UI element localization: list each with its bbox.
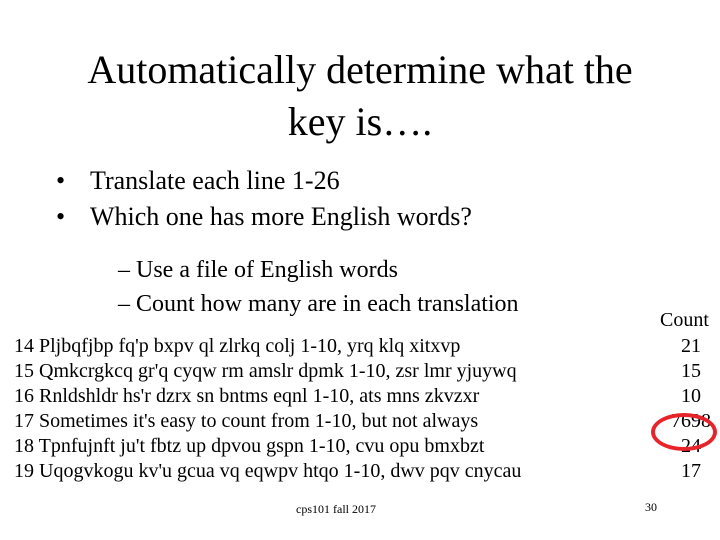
title-line-2: key is…. (287, 99, 433, 144)
count-header: Count (660, 309, 709, 331)
slide-title (0, 44, 720, 148)
count-value: 15 (681, 360, 701, 382)
translation-list (14, 334, 521, 484)
bullet-text: Translate each line 1-26 (90, 166, 340, 195)
count-column (662, 308, 720, 484)
count-value: 21 (681, 335, 701, 357)
page-number: 30 (645, 500, 657, 514)
count-value: 17 (681, 460, 701, 482)
bullet-item (56, 163, 472, 199)
count-value: 7698 (671, 410, 711, 432)
sub-bullet-list (118, 253, 519, 321)
count-value: 10 (681, 385, 701, 407)
bullet-marker: • (56, 166, 66, 195)
sub-bullet-item: – Count how many are in each translation (118, 291, 519, 317)
sub-bullet-item: – Use a file of English words (118, 257, 398, 283)
count-value: 24 (681, 435, 701, 457)
bullet-marker: • (56, 202, 66, 231)
translation-row: 14 Pljbqfjbp fq'p bxpv ql zlrkq colj 1-10, yrq klq xitxvp (14, 335, 461, 357)
highlight-circle (651, 413, 717, 451)
translation-row: 19 Uqogvkogu kv'u gcua vq eqwpv htqo 1-10, dwv pqv cnycau (14, 460, 522, 482)
title-line-1: Automatically determine what the (87, 47, 633, 92)
slide-footer: cps101 fall 2017 (296, 502, 376, 516)
bullet-text: Which one has more English words? (90, 202, 472, 231)
translation-row: 15 Qmkcrgkcq gr'q cyqw rm amslr dpmk 1-10, zsr lmr yjuywq (14, 360, 517, 382)
translation-row: 16 Rnldshldr hs'r dzrx sn bntms eqnl 1-10, ats mns zkvzxr (14, 385, 480, 407)
translation-row: 17 Sometimes it's easy to count from 1-10, but not always (14, 410, 479, 432)
translation-row: 18 Tpnfujnft ju't fbtz up dpvou gspn 1-10, cvu opu bmxbzt (14, 435, 485, 457)
bullet-item (56, 199, 472, 235)
bullet-list (56, 163, 472, 235)
